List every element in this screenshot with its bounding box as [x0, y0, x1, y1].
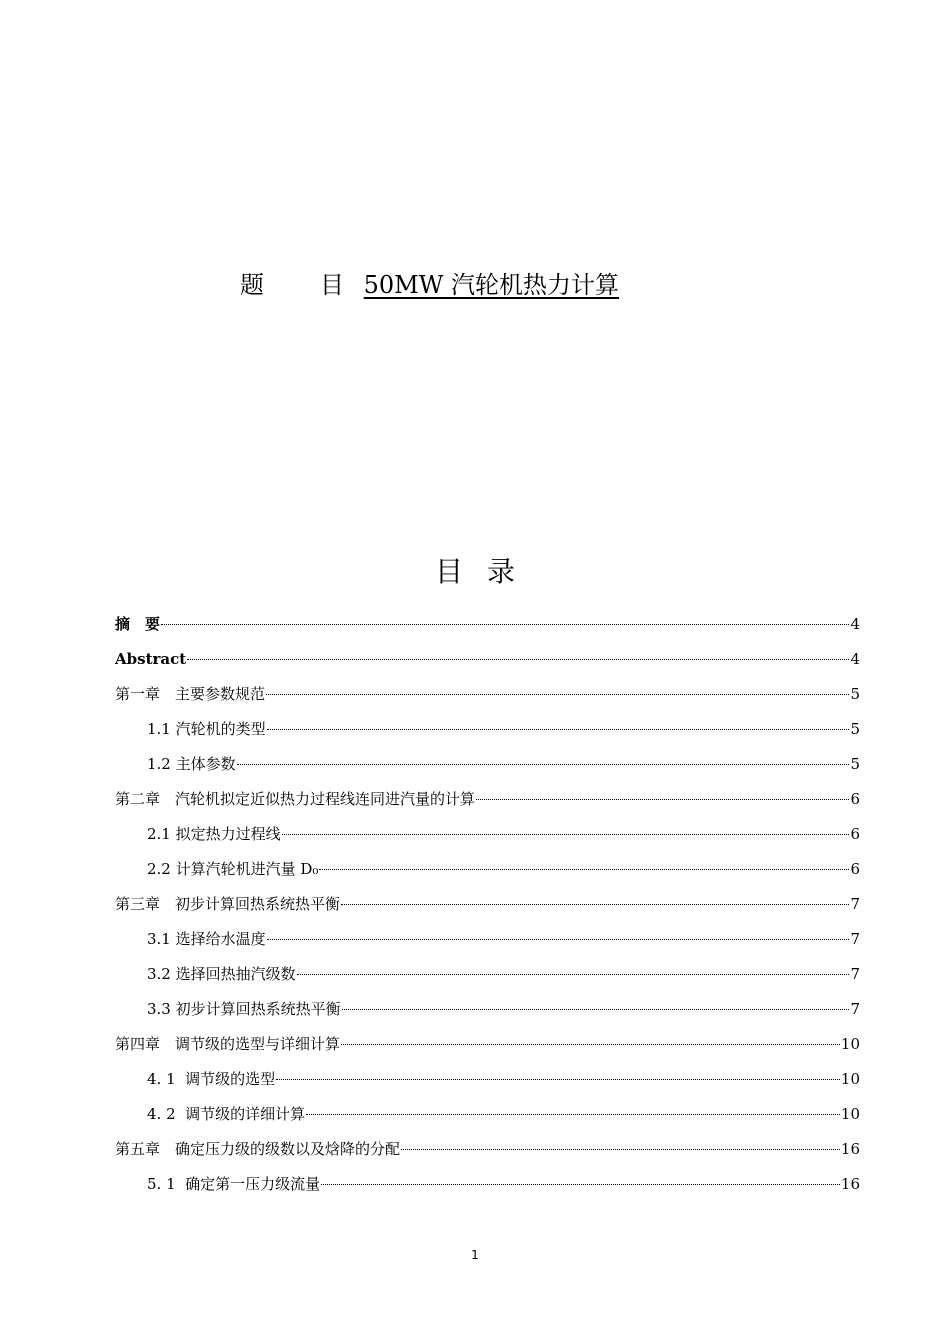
toc-entry-text: 摘 要 — [115, 615, 161, 633]
toc-entry-page: 7 — [850, 930, 860, 948]
toc-leader-dots — [341, 904, 849, 905]
toc-entry[interactable] — [115, 1170, 860, 1205]
toc-entry-text: 4. 1 调节级的选型 — [147, 1070, 276, 1088]
toc-leader-dots — [476, 799, 849, 800]
toc-entry-text: 5. 1 确定第一压力级流量 — [147, 1175, 321, 1193]
toc-entry-page: 6 — [850, 825, 860, 843]
toc-entry-page: 6 — [850, 860, 860, 878]
toc-leader-dots — [319, 869, 849, 870]
toc-leader-dots — [276, 1079, 840, 1080]
toc-leader-dots — [306, 1114, 840, 1115]
toc-leader-dots — [237, 764, 850, 765]
toc-entry-page: 16 — [840, 1140, 860, 1158]
toc-entry[interactable] — [115, 855, 860, 890]
toc-entry-text: 第一章 主要参数规范 — [115, 685, 266, 703]
toc-leader-dots — [401, 1149, 840, 1150]
toc-entry-page: 5 — [850, 685, 860, 703]
toc-entry-text: 第五章 确定压力级的级数以及焓降的分配 — [115, 1140, 401, 1158]
toc-entry-text: 4. 2 调节级的详细计算 — [147, 1105, 306, 1123]
cover-title-line — [240, 268, 619, 302]
toc-entry-page: 5 — [850, 755, 860, 773]
toc-entry[interactable] — [115, 750, 860, 785]
toc-leader-dots — [342, 1009, 850, 1010]
toc-entry-page: 4 — [850, 615, 860, 633]
toc-leader-dots — [267, 729, 850, 730]
toc-entry[interactable] — [115, 645, 860, 680]
toc-entry[interactable] — [115, 890, 860, 925]
toc-leader-dots — [297, 974, 850, 975]
toc-entry-page: 7 — [850, 1000, 860, 1018]
toc-entry[interactable] — [115, 960, 860, 995]
table-of-contents — [115, 610, 860, 1205]
toc-leader-dots — [341, 1044, 840, 1045]
toc-entry-text: 第四章 调节级的选型与详细计算 — [115, 1035, 341, 1053]
toc-leader-dots — [266, 694, 849, 695]
toc-leader-dots — [267, 939, 850, 940]
toc-entry-text: 第二章 汽轮机拟定近似热力过程线连同进汽量的计算 — [115, 790, 476, 808]
toc-entry[interactable] — [115, 820, 860, 855]
toc-entry-text: 1.1 汽轮机的类型 — [147, 720, 266, 738]
toc-entry-page: 6 — [850, 790, 860, 808]
toc-entry-page: 7 — [850, 895, 860, 913]
toc-entry[interactable] — [115, 680, 860, 715]
toc-entry-page: 7 — [850, 965, 860, 983]
toc-entry-text: 1.2 主体参数 — [147, 755, 236, 773]
toc-entry[interactable] — [115, 995, 860, 1030]
toc-entry-text: Abstract — [115, 650, 187, 668]
document-title: 50MW 汽轮机热力计算 — [363, 271, 620, 299]
toc-entry-page: 10 — [840, 1035, 860, 1053]
toc-entry[interactable] — [115, 925, 860, 960]
toc-entry[interactable] — [115, 1135, 860, 1170]
toc-entry[interactable] — [115, 1030, 860, 1065]
toc-entry[interactable] — [115, 1065, 860, 1100]
toc-entry-text: 2.2 计算汽轮机进汽量 D₀ — [147, 860, 319, 878]
toc-entry-page: 4 — [850, 650, 860, 668]
toc-entry-page: 5 — [850, 720, 860, 738]
toc-entry[interactable] — [115, 785, 860, 820]
toc-leader-dots — [321, 1184, 840, 1185]
toc-entry-text: 3.2 选择回热抽汽级数 — [147, 965, 296, 983]
toc-entry-text: 3.1 选择给水温度 — [147, 930, 266, 948]
page-number: 1 — [471, 1248, 479, 1262]
title-label — [240, 268, 344, 302]
toc-entry-page: 10 — [840, 1070, 860, 1088]
toc-leader-dots — [187, 659, 849, 660]
toc-entry-page: 10 — [840, 1105, 860, 1123]
toc-entry[interactable] — [115, 610, 860, 645]
toc-entry-text: 第三章 初步计算回热系统热平衡 — [115, 895, 341, 913]
toc-leader-dots — [282, 834, 850, 835]
toc-entry-text: 2.1 拟定热力过程线 — [147, 825, 281, 843]
toc-leader-dots — [161, 624, 849, 625]
toc-entry-text: 3.3 初步计算回热系统热平衡 — [147, 1000, 341, 1018]
title-label-char: 目 — [320, 271, 344, 299]
toc-entry[interactable] — [115, 715, 860, 750]
toc-entry[interactable] — [115, 1100, 860, 1135]
toc-heading: 目录 — [434, 555, 539, 588]
title-label-char: 题 — [240, 271, 264, 299]
toc-entry-page: 16 — [840, 1175, 860, 1193]
